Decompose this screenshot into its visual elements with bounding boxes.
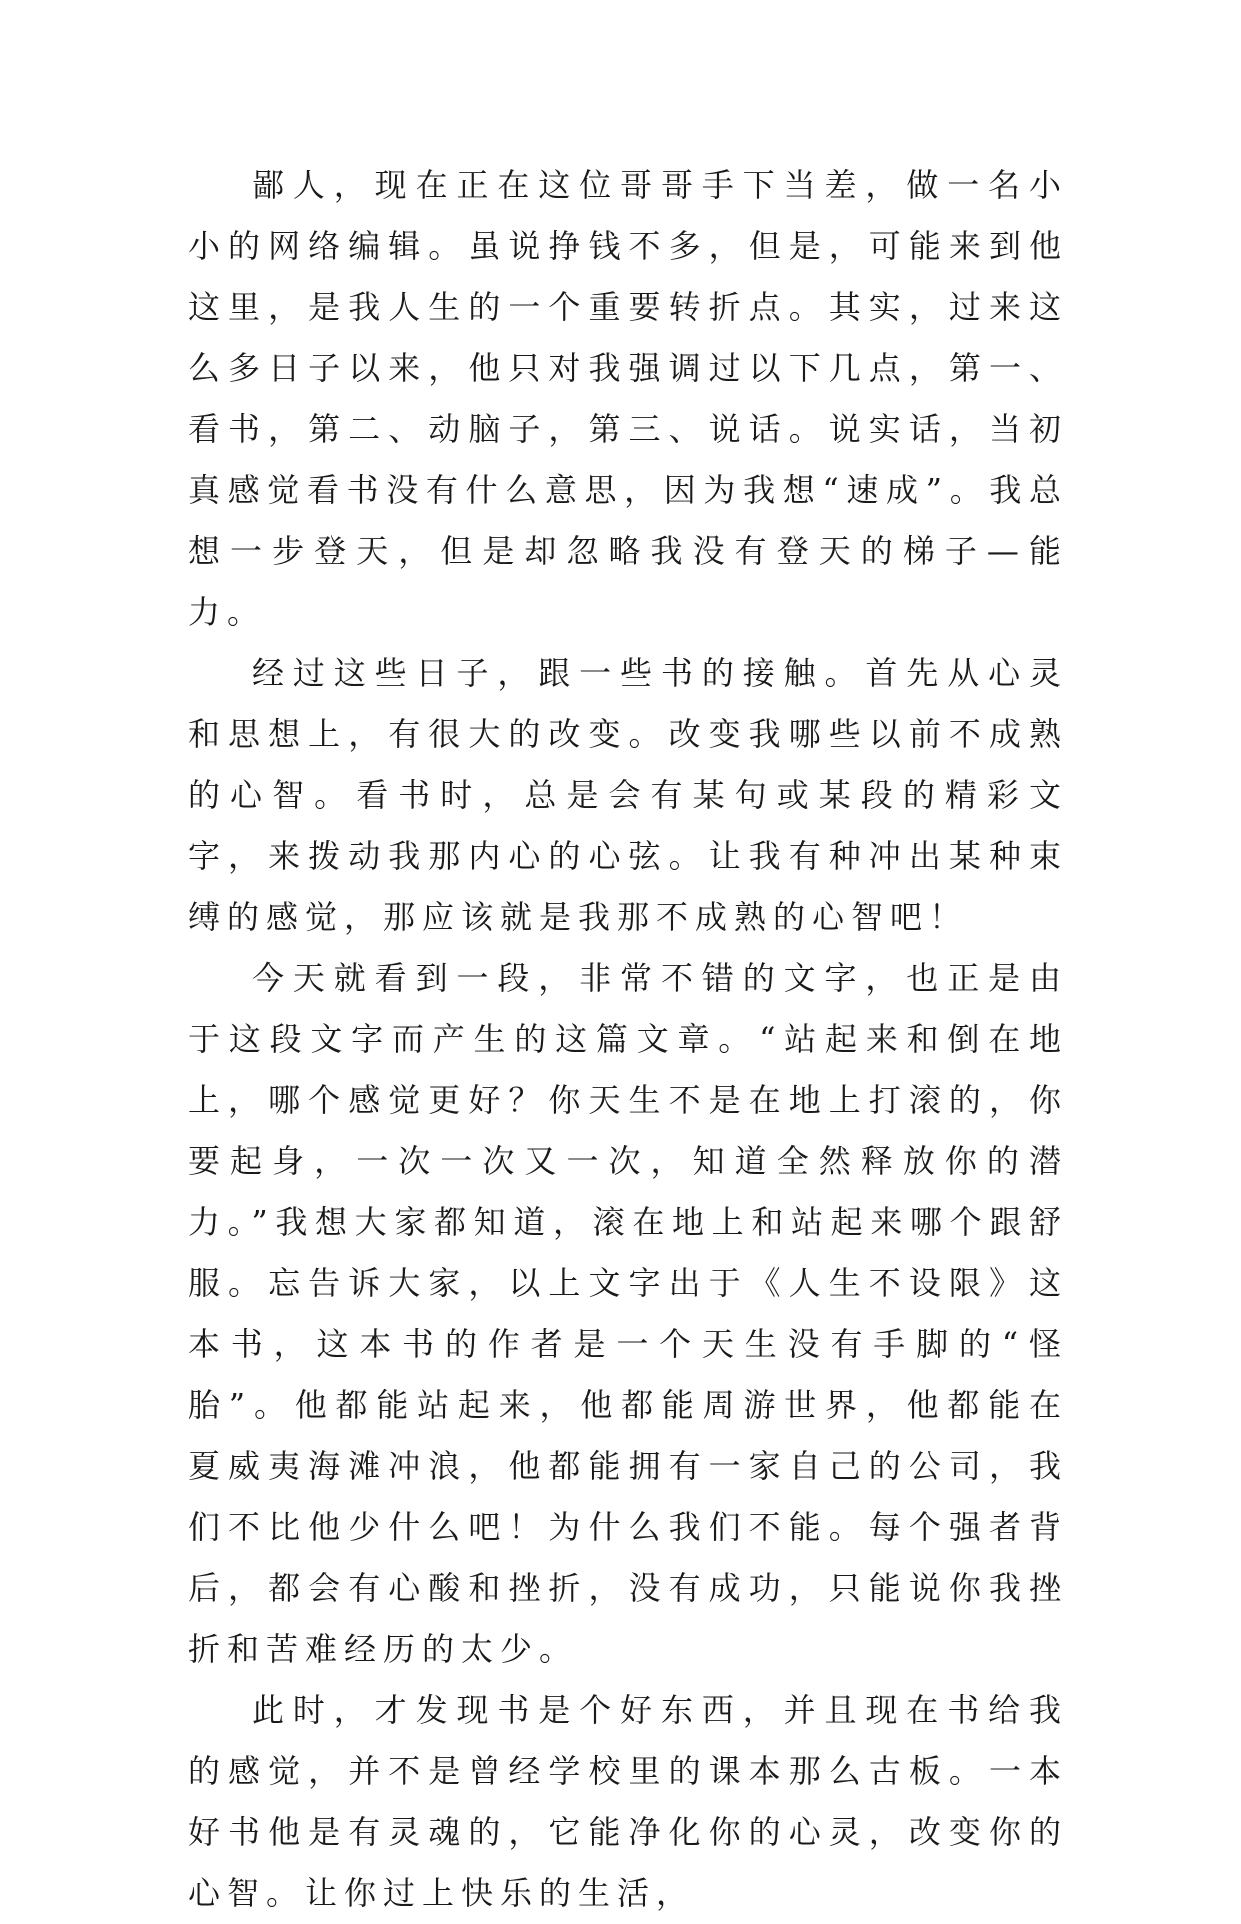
paragraph-3: 今天就看到一段，非常不错的文字，也正是由于这段文字而产生的这篇文章。“站起来和倒在地上，哪个感觉更好？你天生不是在地上打滚的，你要起身，一次一次又一次，知道全然释放你的潜力。”我想大家都知道，滚在地上和站起来哪个跟舒服。忘告诉大家，以上文字出于《人生不设限》这本书，这本书的作者是一个天生没有手脚的“怪胎”。他都能站起来，他都能周游世界，他都能在夏威夷海滩冲浪，他都能拥有一家自己的公司，我们不比他少什么吧！为什么我们不能。每个强者背后，都会有心酸和挫折，没有成功，只能说你我挫折和苦难经历的太少。 xyxy=(188,959,1068,1668)
paragraph-2: 经过这些日子，跟一些书的接触。首先从心灵和思想上，有很大的改变。改变我哪些以前不成熟的心智。看书时，总是会有某句或某段的精彩文字，来拨动我那内心的心弦。让我有种冲出某种束缚的感觉，那应该就是我那不成熟的心智吧！ xyxy=(188,654,1068,936)
paragraph-4: 此时，才发现书是个好东西，并且现在书给我的感觉，并不是曾经学校里的课本那么古板。一本好书他是有灵魂的，它能净化你的心灵，改变你的心智。让你过上快乐的生活， xyxy=(188,1691,1068,1912)
document-body xyxy=(188,155,1068,1924)
paragraph-1: 鄙人，现在正在这位哥哥手下当差，做一名小小的网络编辑。虽说挣钱不多，但是，可能来到他这里，是我人生的一个重要转折点。其实，过来这么多日子以来，他只对我强调过以下几点，第一、看书，第二、动脑子，第三、说话。说实话，当初真感觉看书没有什么意思，因为我想“速成”。我总想一步登天，但是却忽略我没有登天的梯子—能力。 xyxy=(188,166,1068,631)
